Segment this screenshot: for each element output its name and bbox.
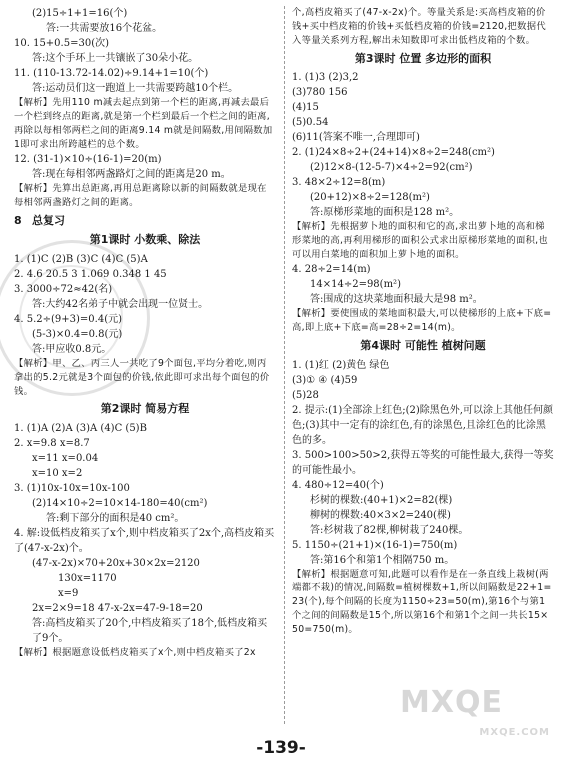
answer-line: (5)0.54 (292, 117, 329, 129)
answer-line: (2)14×10÷2=10×14-180=40(cm²) (32, 497, 208, 509)
answer-line: x=11 x=0.04 (32, 452, 99, 464)
answer-line: 3. 48×2÷12=8(m) (292, 177, 386, 189)
answer-line: 答:运动员们这一跑道上一共需要跨越10个栏。 (32, 83, 239, 94)
answer-line: 答:剩下部分的面积是40 cm²。 (46, 512, 185, 524)
answer-line: 答:甲应收0.8元。 (32, 343, 112, 355)
answer-line: x=9 (58, 587, 79, 599)
answer-line: 2. 提示:(1)全部涂上红色;(2)除黑色外,可以涂上其他任何颜色;(3)其中一定有的涂红色,有的涂黑色,且涂红色的比涂黑色的多。 (292, 404, 553, 446)
answer-line: (4)15 (292, 102, 319, 114)
answer-line: 杉树的棵数:(40+1)×2=82(棵) (310, 494, 453, 506)
answer-line: 答:围成的这块菜地面积最大是98 m²。 (310, 294, 483, 306)
answer-line: 3. 500>100>50>2,获得五等奖的可能性最大,获得一等奖的可能性最小。 (292, 449, 554, 476)
answer-line: 130x=1170 (58, 572, 117, 584)
analysis-paragraph: 【解析】先用110 m减去起点到第一个栏的距离,再减去最后一个栏到终点的距离,就是第一个栏到最后一个栏之间的距离,再除以每相邻两栏之间的距离9.14 m就是间隔数,用间隔数加1即可求出所跨越栏的总个数。 (14, 97, 273, 150)
lesson-heading: 第1课时 小数乘、除法 (89, 233, 201, 247)
page-number: -139- (256, 738, 306, 758)
answer-line: (5)28 (292, 389, 319, 401)
answer-line: 4. 解:设低档皮箱买了x个,则中档皮箱买了2x个,高档皮箱买了(47-x-2x)个。 (14, 527, 275, 554)
analysis-paragraph: 【解析】先算出总距离,再用总距离除以新的间隔数就是现在每相邻两盏路灯之间的距离。 (14, 182, 267, 208)
answer-line: 4. 28÷2=14(m) (292, 264, 371, 276)
analysis-paragraph: 【解析】要使围成的菜地面积最大,可以使梯形的上底+下底=高,即上底+下底=高=28÷2=14(m)。 (292, 308, 552, 334)
answer-line: 2. x=9.8 x=8.7 (14, 437, 90, 449)
answer-line: (2)12×8-(12-5-7)×4÷2=92(cm²) (310, 162, 473, 174)
lesson-heading: 第4课时 可能性 植树问题 (360, 339, 486, 352)
analysis-paragraph: 【解析】根据题意可知,此题可以看作是在一条直线上栽树(两端都不栽)的情况,间隔数=植树棵数+1,所以间隔数是22+1=23(个),每个间隔的长度为1150÷23=50(m),第16个与第1个之间的间隔数是15个,所以第16个和第1个之间一共长15×50=750(m)。 (292, 568, 552, 636)
answer-line: 14×14÷2=98(m²) (310, 279, 401, 291)
answer-line: 答:杉树栽了82棵,柳树栽了240棵。 (310, 524, 469, 536)
watermark-site: MXQE.COM (479, 727, 550, 738)
answer-line: 4. 5.2÷(9+3)=0.4(元) (14, 313, 122, 325)
answer-line: 5. 1150÷(21+1)×(16-1)=750(m) (292, 539, 458, 551)
answer-line: (6)11(答案不唯一,合理即可) (292, 132, 420, 144)
answer-line: 1. (1)C (2)B (3)C (4)C (5)A (14, 253, 148, 265)
column-divider (284, 6, 285, 724)
left-column (14, 6, 276, 660)
answer-line: 柳树的棵数:40×3×2=240(棵) (310, 509, 451, 521)
answer-line: 11. (110-13.72-14.02)÷9.14+1=10(个) (14, 68, 209, 79)
answer-line: (2)15÷1+1=16(个) (32, 8, 128, 19)
answer-line: 1. (1)3 (2)3,2 (292, 72, 359, 84)
answer-line: (3)780 156 (292, 87, 348, 99)
section-heading (14, 213, 276, 230)
answer-line: (20+12)×8÷2=128(m²) (310, 192, 430, 204)
answer-line: 答:一共需要放16个花盆。 (46, 23, 163, 34)
right-column (292, 6, 554, 637)
lesson-heading: 第2课时 简易方程 (100, 402, 190, 416)
answer-line: 1. (1)A (2)A (3)A (4)C (5)B (14, 422, 147, 434)
answer-line: (47-x-2x)×70+20x+30×2x=2120 (32, 557, 200, 569)
answer-line: (5-3)×0.4=0.8(元) (32, 328, 123, 340)
analysis-paragraph: 个,高档皮箱买了(47-x-2x)个。等量关系是:买高档皮箱的价钱+买中档皮箱的价钱+买低档皮箱的价钱=2120,把数据代入等量关系列方程,解出未知数即可求出低档皮箱的个数。 (292, 7, 546, 46)
answer-line: 2. (1)24×8÷2+(24+14)×8÷2=248(cm²) (292, 147, 495, 159)
answer-line: 12. (31-1)×10÷(16-1)=20(m) (14, 153, 162, 165)
answer-line: 答:现在每相邻两盏路灯之间的距离是20 m。 (32, 168, 231, 180)
answer-line: x=10 x=2 (32, 467, 83, 479)
watermark-text: MXQE (400, 685, 503, 720)
analysis-paragraph: 【解析】根据题意设低档皮箱买了x个,则中档皮箱买了2x (14, 646, 256, 658)
section-title: 总复习 (32, 213, 65, 227)
answer-line: 答:第16个和第1个相隔750 m。 (310, 554, 455, 566)
analysis-paragraph: 【解析】先根据萝卜地的面积和它的高,求出萝卜地的高和梯形菜地的高,再利用梯形的面积公式求出原梯形菜地的面积,也可以用白菜地的面积加上萝卜地的面积。 (292, 221, 549, 261)
answer-line: 3. (1)10x-10x=10x-100 (14, 482, 130, 494)
answer-line: 答:这个手环上一共镶嵌了30朵小花。 (32, 53, 199, 64)
analysis-paragraph: 【解析】甲、乙、丙三人一共吃了9个面包,平均分着吃,则丙拿出的5.2元就是3个面包的价钱,依此即可求出每个面包的价钱。 (14, 357, 270, 397)
answer-line: 答:高档皮箱买了20个,中档皮箱买了18个,低档皮箱买了9个。 (32, 617, 268, 644)
answer-line: (3)① ④ (4)59 (292, 374, 358, 386)
answer-line: 答:原梯形菜地的面积是128 m²。 (310, 207, 460, 219)
answer-line: 3. 3000÷72≈42(名) (14, 283, 113, 295)
watermark-logo (400, 680, 550, 738)
lesson-heading: 第3课时 位置 多边形的面积 (354, 51, 492, 65)
answer-line: 4. 480÷12=40(个) (292, 479, 384, 491)
answer-line: 10. 15+0.5=30(次) (14, 38, 109, 49)
answer-line: 答:大约42名弟子中就会出现一位贤士。 (32, 298, 209, 310)
section-number: 8 (14, 213, 22, 227)
answer-line: 2. 4.6 20.5 3 1.069 0.348 1 45 (14, 268, 167, 280)
answer-line: 1. (1)红 (2)黄色 绿色 (292, 359, 390, 371)
answer-line: 2x=2×9=18 47-x-2x=47-9-18=20 (32, 602, 203, 614)
